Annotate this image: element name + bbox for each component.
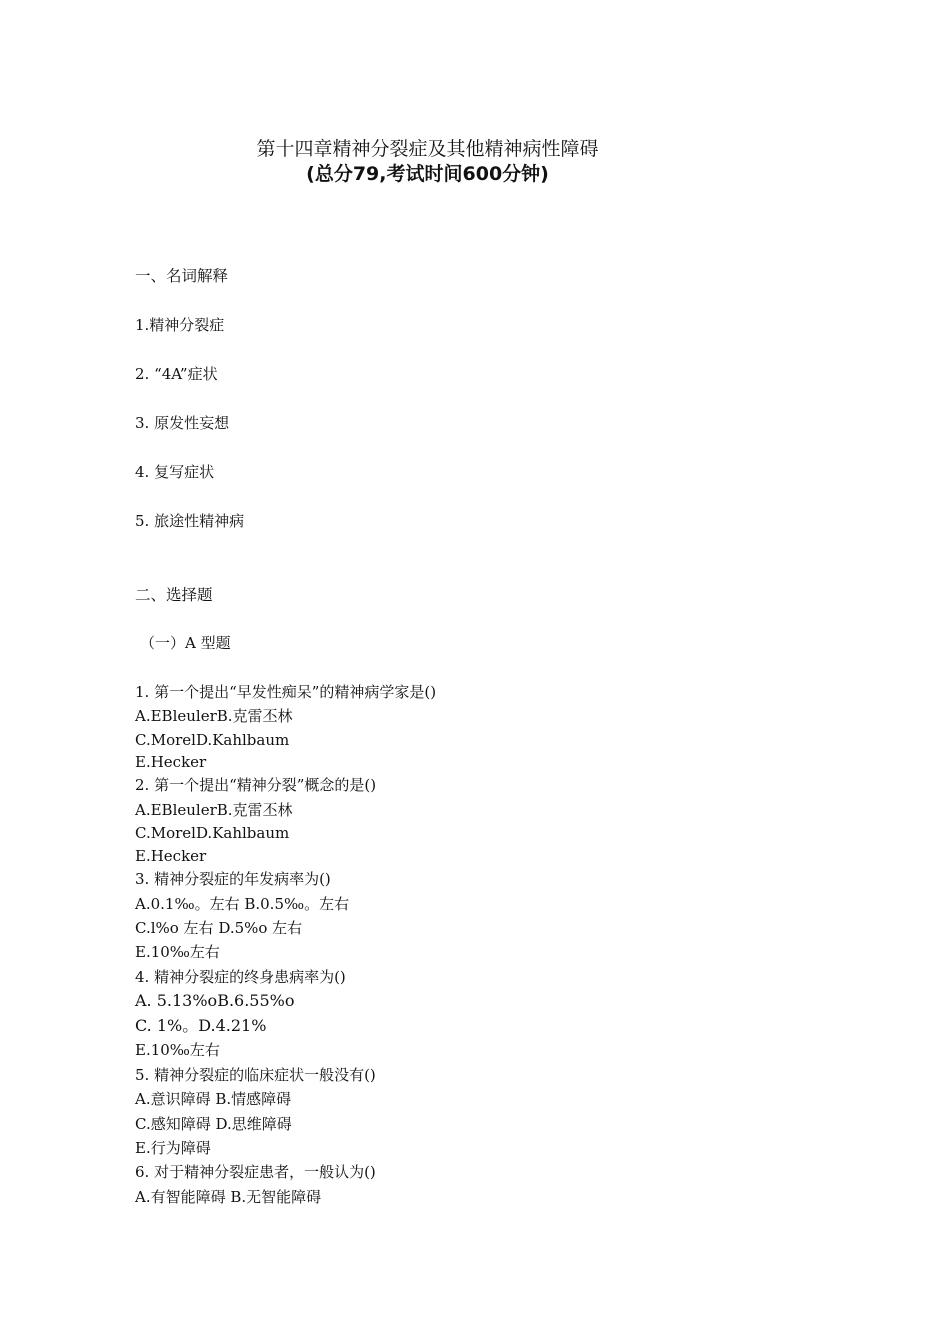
question-options: E.Hecker [135,847,207,865]
definition-item: 5. 旅途性精神病 [135,512,245,530]
subsection-heading-a-type: （一）A 型题 [140,634,231,652]
question-text: 4. 精神分裂症的终身患病率为() [135,968,346,986]
question-options: C.MorelD.Kahlbaum [135,824,290,842]
question-text: 3. 精神分裂症的年发病率为() [135,870,331,888]
document-title: 第十四章精神分裂症及其他精神病性障碍 [256,138,599,160]
document-subtitle [0,162,855,186]
question-text: 6. 对于精神分裂症患者，一般认为() [135,1163,376,1181]
question-options: A.EBleulerB.克雷丕林 [135,707,293,725]
question-text: 2. 第一个提出“精神分裂”概念的是() [135,776,377,794]
question-options: C.l%o 左右 D.5%o 左右 [135,919,303,937]
question-options: C.感知障碍 D.思维障碍 [135,1115,292,1133]
question-options: A. 5.13%oB.6.55%o [135,991,295,1010]
question-options: E.10‰左右 [135,1041,220,1059]
question-options: E.Hecker [135,753,207,771]
question-text: 5. 精神分裂症的临床症状一般没有() [135,1066,376,1084]
question-options: C.MorelD.Kahlbaum [135,731,290,749]
section-heading-definitions: 一、名词解释 [135,267,229,285]
exam-info: (总分79,考试时间600分钟) [306,163,549,185]
question-options: A.意识障碍 B.情感障碍 [135,1090,292,1108]
question-options: E.10‰左右 [135,943,220,961]
question-options: C. 1%。D.4.21% [135,1016,267,1035]
definition-item: 4. 复写症状 [135,463,215,481]
definition-item: 2. “4A”症状 [135,365,218,383]
question-options: A.有智能障碍 B.无智能障碍 [135,1188,322,1206]
definition-item: 3. 原发性妄想 [135,414,230,432]
section-heading-choice: 二、选择题 [135,586,213,604]
question-options: A.EBleulerB.克雷丕林 [135,801,293,819]
definition-item: 1.精神分裂症 [135,316,225,334]
question-text: 1. 第一个提出“早发性痴呆”的精神病学家是() [135,683,437,701]
question-options: E.行为障碍 [135,1139,211,1157]
question-options: A.0.1‰。左右 B.0.5‰。左右 [135,895,350,913]
